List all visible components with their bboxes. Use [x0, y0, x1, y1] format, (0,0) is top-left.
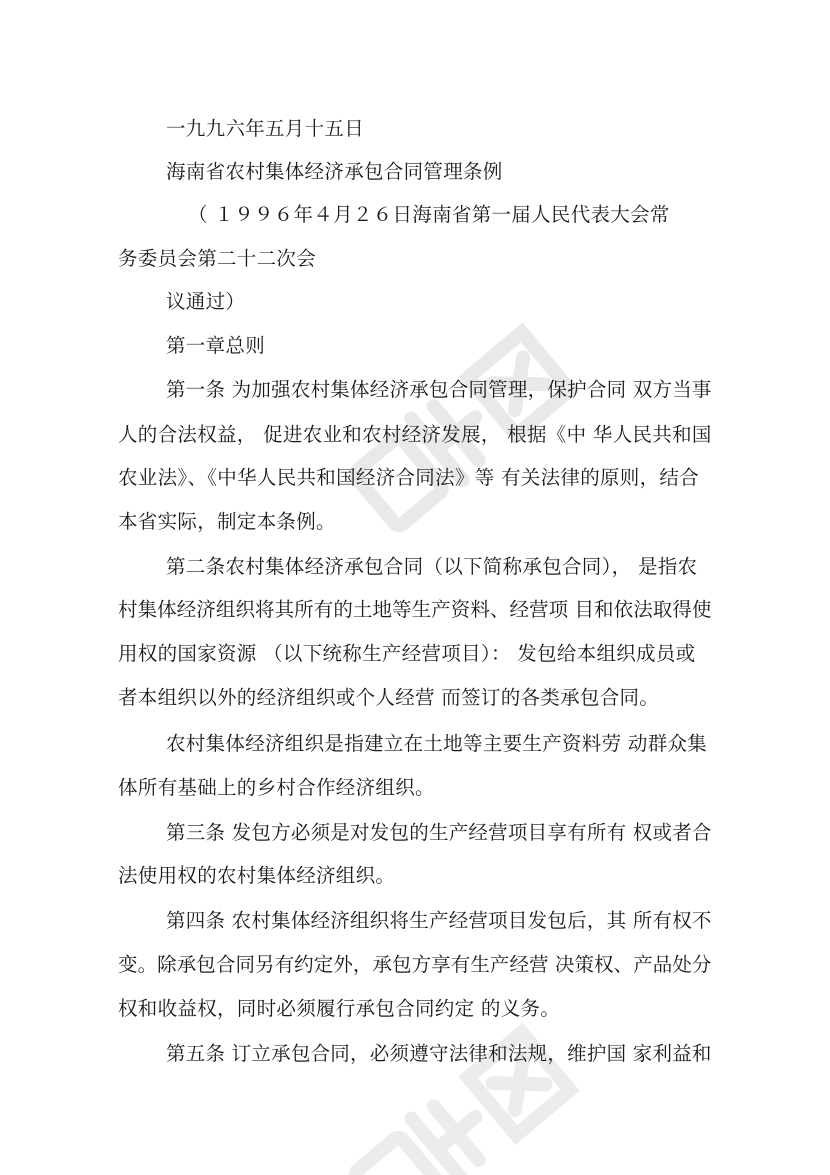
article-1-line-4: 本省实际，制定本条例。	[118, 510, 336, 533]
article-2-line-4: 者本组织以外的经济组织或个人经营 而签订的各类承包合同。	[118, 686, 660, 709]
article-4-line-2: 变。除承包合同另有约定外，承包方享有生产经营 决策权、产品处分	[118, 953, 712, 976]
watermark-logo-bottom	[330, 1000, 590, 1175]
chapter-heading: 第一章总则	[166, 334, 266, 357]
article-4-line-1: 第四条 农村集体经济组织将生产经营项目发包后，其 所有权不	[166, 909, 712, 932]
adoption-note-line-1: （ １９９６年４月２６日海南省第一届人民代表大会常	[188, 203, 670, 226]
article-2-line-1: 第二条农村集体经济承包合同（以下简称承包合同）， 是指农	[166, 555, 698, 578]
article-3-line-2: 法使用权的农村集体经济组织。	[118, 864, 396, 887]
article-1-line-3: 农业法》、《中华人民共和国经济合同法》等 有关法律的原则，结合	[118, 466, 699, 489]
article-2-line-2: 村集体经济组织将其所有的土地等生产资料、经营项 目和依法取得使	[118, 598, 712, 621]
adoption-note-line-3: 议通过）	[166, 290, 246, 313]
article-1-line-1: 第一条 为加强农村集体经济承包合同管理，保护合同 双方当事	[166, 378, 712, 401]
article-1-line-2: 人的合法权益， 促进农业和农村经济发展， 根据《中 华人民共和国	[118, 423, 712, 446]
article-2-para-2-line-1: 农村集体经济组织是指建立在土地等主要生产资料劳 动群众集	[166, 732, 708, 755]
article-2-line-3: 用权的国家资源 （以下统称生产经营项目）： 发包给本组织成员或	[118, 642, 696, 665]
date-line: 一九九六年五月十五日	[166, 117, 365, 140]
adoption-note-line-2: 务委员会第二十二次会	[118, 247, 317, 270]
article-2-para-2-line-2: 体所有基础上的乡村合作经济组织。	[118, 776, 435, 799]
document-title: 海南省农村集体经济承包合同管理条例	[166, 160, 503, 183]
article-3-line-1: 第三条 发包方必须是对发包的生产经营项目享有所有 权或者合	[166, 821, 712, 844]
article-4-line-3: 权和收益权，同时必须履行承包合同约定 的义务。	[118, 997, 561, 1020]
article-5-line-1: 第五条 订立承包合同，必须遵守法律和法规，维护国 家利益和	[166, 1042, 712, 1065]
